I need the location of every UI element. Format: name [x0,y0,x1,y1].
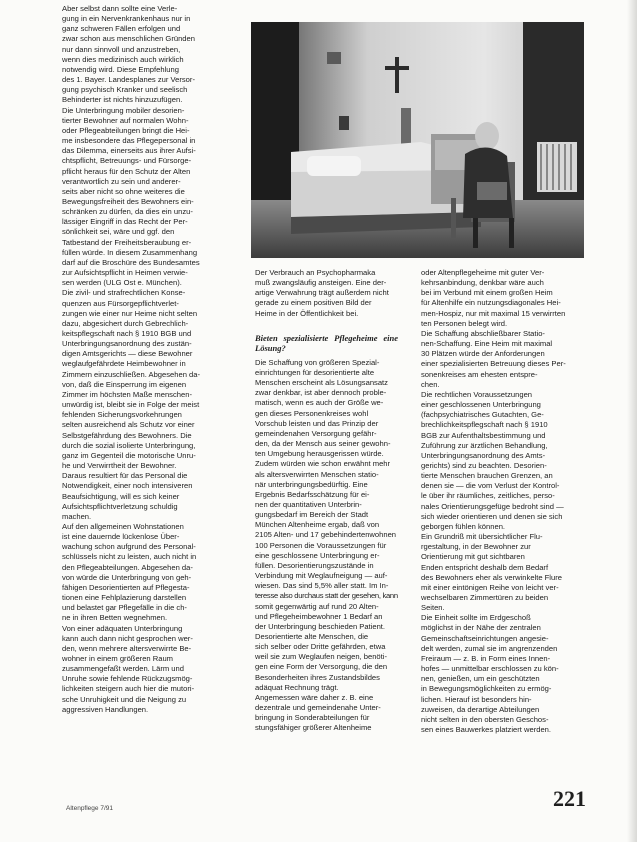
text-line: sen werden (ULG Ost e. München). [62,278,182,288]
text-line: chen. [421,379,440,389]
text-line: für Altenhilfe ein nutzungsdiagonales Hei- [421,298,561,308]
text-line: 30 Plätzen würde der Anforderungen [421,349,545,359]
text-line: des 1. Bayer. Landesplanes zur Versor- [62,75,195,85]
text-line: füllen. Desorientierungszustände in [255,560,374,570]
text-line: ten Personen belegt wird. [421,318,508,328]
text-line: digen Amtsgerichts — diese Bewohner [62,349,193,359]
text-line: dezentrale und gemeindenahe Unter- [255,703,381,713]
room-photo-illustration [251,22,584,258]
paragraph [255,632,398,693]
text-line: ne in ihren Betten wegnehmen. [62,613,168,623]
text-line: bei im Verbund mit einem großen Heim [421,288,553,298]
text-line: sönlichkeit sei, wäre und ggf. den [62,227,175,237]
text-line: sen eines Bauwerkes platziert werden. [421,725,552,735]
text-line: teresse also durchaus statt der gesehen, kann [255,591,398,601]
text-line: eine geschlossene Unterbringung er- [255,550,380,560]
text-line: den, da der Mensch aus seiner gewohn- [255,439,391,449]
text-line: von würde die Unterbringung von geh- [62,572,192,582]
paragraph [421,268,568,329]
text-line: Selbstgefährdung des Bewohners. Die [62,430,192,440]
text-line: Daraus resultiert für das Personal die [62,471,188,481]
text-line: weil sie zum Weglaufen neigen, benöti- [255,652,387,662]
text-line: zur Aufsichtspflicht in Heimen verwie- [62,268,188,278]
text-line: wohner in einem größeren Raum [62,654,174,663]
text-line: machen. [62,511,92,521]
text-line: Enden entspricht deshalb dem Bedarf [421,562,549,572]
text-line: Verbindung mit Weglaufneigung — auf- [255,571,388,581]
text-line: fähigen Desorientierten auf Pflegesta- [62,582,190,592]
text-line: schränken zu dürfen, da dies ein unzu- [62,207,193,217]
text-line: adäquat Rechnung trägt. [255,682,339,692]
text-line: einer geschlossenen Unterbringung [421,400,541,410]
text-line: wachung schon aufgrund des Personal- [62,542,196,552]
paragraph [255,268,398,319]
text-line: durch die sozial isolierte Unterbringung, [62,440,196,450]
text-column-3 [421,268,568,735]
text-line: selten ausreichend als Schutz vor einer [62,420,195,430]
text-line: lichkeiten steigern auch hier die mutori- [62,684,195,694]
text-line: gungsbedarf im Bereich der Stadt [255,510,369,520]
text-line: nen der quantitativen Unterbrin- [255,499,362,509]
text-line: Die Schaffung abschließbarer Statio- [421,328,545,338]
text-line: das Dilemma, einerseits aus ihrer Aufsi- [62,146,196,156]
text-line: artige Verwahrung trägt außerdem nicht [255,288,389,298]
text-line: muß zwangsläufig ansteigen. Eine der- [255,278,387,288]
text-line: bringung in Sonderabteilungen für [255,713,370,723]
text-line: BGB zur Aufenthaltsbestimmung und [421,430,546,440]
text-line: aggressiven Handlungen. [62,704,149,714]
text-line: Gemeinschaftseinrichtungen angesie- [421,633,549,643]
text-line: dazu, abgesichert durch Gebrechlich- [62,318,189,328]
text-line: Angemessen wäre daher z. B. eine [255,692,374,702]
text-line: von, daß die Einsperrung im eigenen [62,379,187,389]
text-column-1 [62,4,242,715]
page-edge [627,0,637,842]
text-line: Freiraum — z. B. in Form eines Innen- [421,653,551,663]
text-line: Die Unterbringung mobiler desorien- [62,105,185,115]
paragraph [62,4,242,106]
text-line: kann auch dann nicht gesprochen wer- [62,633,193,643]
text-line: Besonderheiten ihres Zustandsbildes [255,672,380,682]
text-line: Von einer adäquaten Unterbringung [62,623,183,633]
text-line: (fachpsychiatrisches Gutachten, Ge- [421,410,544,420]
text-line: gerichts) sind zu beachten. Desorien- [421,460,547,470]
text-line: gerade zu einem positiven Bild der [255,298,372,308]
text-line: tierte Menschen brauchen Grenzen, an [421,471,553,481]
text-line: Unterbringungsanordnung des zustän- [62,339,192,349]
paragraph [255,693,398,734]
text-line: Aufsichtspflichtverletzung schuldig [62,501,178,511]
text-line: als altersverwirrten Menschen statio- [255,469,379,479]
text-line: Ergebnis Bedarfsschätzung für ei- [255,489,370,499]
text-line: Die Einheit sollte im Erdgeschoß [421,613,531,623]
paragraph [421,613,568,735]
text-line: delt werden, zumal sie im angrenzenden [421,643,558,653]
page-number: 221 [553,786,586,811]
text-line: gen eine Form der Versorgung, die den [255,662,388,672]
text-line: ist eine dauernde lückenlose Über- [62,532,180,542]
text-line: Zimmern einzuschließen. Abgesehen da- [62,369,201,379]
text-line: somit gegenwärtig auf rund 20 Alten- [255,601,379,611]
text-line: zwar schon aus menschlichen Gründen [62,34,195,44]
text-line: ganz im Gegenteil die motorische Unru- [62,450,196,460]
text-line: einer spezialisierten Betreuung dieses Per- [421,359,566,369]
text-line: nen, genießen, um ein geschützten [421,674,540,684]
text-line: möglichst in der Nähe der zentralen [421,623,541,633]
paragraph [62,106,242,289]
text-line: Heime in der Öffentlichkeit bei. [255,308,359,318]
text-line: Auf den allgemeinen Wohnstationen [62,521,184,531]
text-line: brechlichkeitspflegschaft nach § 1910 [421,420,548,430]
text-line: gen dieses Personenkreises wohl [255,408,369,418]
text-line: unwürdig ist, bleibt sie in Folge der meist [62,400,200,410]
text-line: Die rechtlichen Voraussetzungen [421,389,533,399]
text-line: matisch, wenn es auch der Größe we- [255,398,384,408]
text-line: der Unterbringung beschieden Patient. [255,621,386,631]
text-line: stungsfähiger größerer Altenheime [255,723,372,733]
text-line: Die zivil- und strafrechtlichen Konse- [62,288,186,298]
text-line: Behinderter ist nichts hinzuzufügen. [62,95,183,105]
paragraph [421,390,568,532]
text-line: keitspflegschaft nach § 1910 BGB und [62,329,192,338]
text-line: Unterbringungsanordnung des Amts- [421,450,546,460]
text-line: fehlenden Sicherungsvorkehrungen [62,410,182,420]
text-line: Orientierung mit gut sichtbaren [421,552,525,562]
text-line: kehrsanbindung, denkbar wäre auch [421,278,544,288]
text-line: Notwendigkeit, einer noch intensiveren [62,481,193,491]
text-line: Zimmer im höchsten Maße menschen- [62,389,192,399]
text-line: Unruhe sowie fehlende Rückzugsmög- [62,674,193,684]
text-line: verantwortlich zu sein und anderer- [62,176,181,186]
text-line: oder Pflegeabteilungen bringt die Hei- [62,125,190,135]
paragraph [62,288,242,522]
text-line: notwendig wird. Diese Empfehlung [62,64,179,74]
text-line: den, wenn mehrere altersverwirrte Be- [62,643,192,653]
text-line: me insbesondere das Pflegepersonal in [62,136,196,146]
text-line: wechselbaren Zimmertüren zu beiden [421,593,549,602]
text-line: denen sie — die vom Verlust der Kontrol- [421,481,560,491]
text-column-2 [255,268,398,734]
text-line: den Pflegeabteilungen. Abgesehen da- [62,562,193,572]
text-line: Die Schaffung von größeren Spezial- [255,357,380,367]
text-line: des Bewohners eher als verwinkelte Flure [421,572,562,582]
text-line: mit einer eintönigen Reihe von leicht ver- [421,582,559,592]
text-line: einrichtungen für desorientierte alte [255,367,375,377]
paragraph [255,358,398,632]
paragraph [421,532,568,613]
text-line: Beaufsichtigung, will es sich keiner [62,491,180,501]
text-line: oder Altenpflegeheime mit guter Ver- [421,268,545,277]
text-line: 2105 Alten- und 17 gebehindertenwohnen [255,530,397,540]
text-line: und belastet gar Pflegefälle in die ch- [62,603,187,613]
text-line: nur dann sinnvoll und anzustreben, [62,44,181,54]
text-line: Vorschub leisten und das Prinzip der [255,418,379,428]
text-line: nen-Schaffung. Eine Heim mit maximal [421,339,553,349]
text-line: gung in ein Nervenkrankenhaus nur in [62,14,191,24]
text-line: zwar denkbar, ist aber dennoch proble- [255,388,387,398]
text-line: zungen wie einer nur Heime nicht selten [62,308,198,318]
text-line: quenzen aus Fürsorgepflichtverlet- [62,298,179,308]
text-line: Zuführung zur ärztlichen Behandlung, [421,440,548,450]
text-line: rgestaltung, in der Bewohner zur [421,542,531,552]
text-line: Menschen erscheint als Lösungsansatz [255,378,388,388]
text-line: lässiger Eingriff in das Recht der Per- [62,217,188,227]
text-line: he und Verwirrtheit der Bewohner. [62,461,177,471]
text-line: schlüssels nicht zu leisten, auch nicht in [62,552,197,562]
paragraph [62,624,242,715]
text-line: Seiten. [421,603,445,613]
text-line: Aber selbst dann sollte eine Verle- [62,4,178,13]
text-line: le über ihr räumliches, zeitliches, perso- [421,491,555,501]
text-line: Desorientierte alte Menschen, die [255,632,369,641]
text-line: sich selber oder Dritte gefährden, etwa [255,642,386,652]
text-line: zusammengefaßt werden. Lärm und [62,664,184,674]
text-line: ten Umgebung herausgerissen würde. [255,449,384,459]
text-line: in Bewegungsmöglichkeiten zu ermög- [421,684,552,694]
text-line: ganz schweren Fällen erfolgen und [62,24,181,34]
text-line: sche Unruhigkeit und die Neigung zu [62,694,187,704]
text-line: Der Verbrauch an Psychopharmaka [255,268,376,277]
text-line: sonenkreises am ehesten entspre- [421,369,538,379]
photograph [251,22,584,258]
text-line: weglaufgefährdete Heimbewohner in [62,359,186,369]
text-line: chtspflicht, Betreuungs- und Fürsorge- [62,156,192,166]
paragraph [62,522,242,624]
text-line: nicht selten in den obersten Geschos- [421,714,549,724]
footer-source: Altenpflege 7/91 [66,805,113,812]
text-line: gemeindenahen Versorgung gefähr- [255,428,377,438]
text-line: nales Orientierungsgefüge bedroht sind — [421,501,564,511]
text-line: pflicht heraus für den Schutz der Alten [62,166,191,176]
text-line: und Pflegeheimbewohner 1 Bedarf an [255,611,383,621]
paragraph [421,329,568,390]
text-line: wiesen. Das sind 5,5% aller statt. Im In- [255,581,389,591]
text-line: tierter Bewohner auf normalen Wohn- [62,115,189,125]
text-line: zuweisen, da derartige Abteilungen [421,704,540,714]
text-line: gung psychisch Kranker und seelisch [62,85,188,95]
text-line: München Altenheime ergab, daß von [255,520,380,530]
text-line: Zudem würden wie schon erwähnt mehr [255,459,391,469]
section-heading: Bieten spezialisierte Pflegeheime eine Lösung? [255,332,398,354]
text-line: men-Hospiz, nur mit maximal 15 verwirrten [421,308,566,318]
text-line: när unterbringungsbedürftig. Eine [255,479,368,489]
text-line: tionen eine Fehlplazierung darstellen [62,593,187,603]
text-line: Ein Grundriß mit übersichtlicher Flu- [421,532,543,542]
text-line: seits aber nicht so ohne weiteres die [62,186,185,196]
text-line: 100 Personen die Voraussetzungen für [255,540,387,550]
text-line: hofes — unmittelbar erschlossen zu kön- [421,664,559,674]
text-line: wenn dies medizinisch auch wirklich [62,54,184,64]
text-line: sich wieder orientieren und denen sie sich [421,511,563,521]
text-line: lichen. Hierauf ist besonders hin- [421,694,532,704]
text-line: geborgen fühlen können. [421,521,506,531]
text-line: Bewegungsfreiheit des Bewohners ein- [62,196,194,206]
text-line: füllen würde. In diesem Zusammenhang [62,247,198,257]
text-line: darf auf die Broschüre des Bundesamtes [62,257,200,267]
text-line: Tatbestand der Freiheitsberaubung er- [62,237,192,247]
